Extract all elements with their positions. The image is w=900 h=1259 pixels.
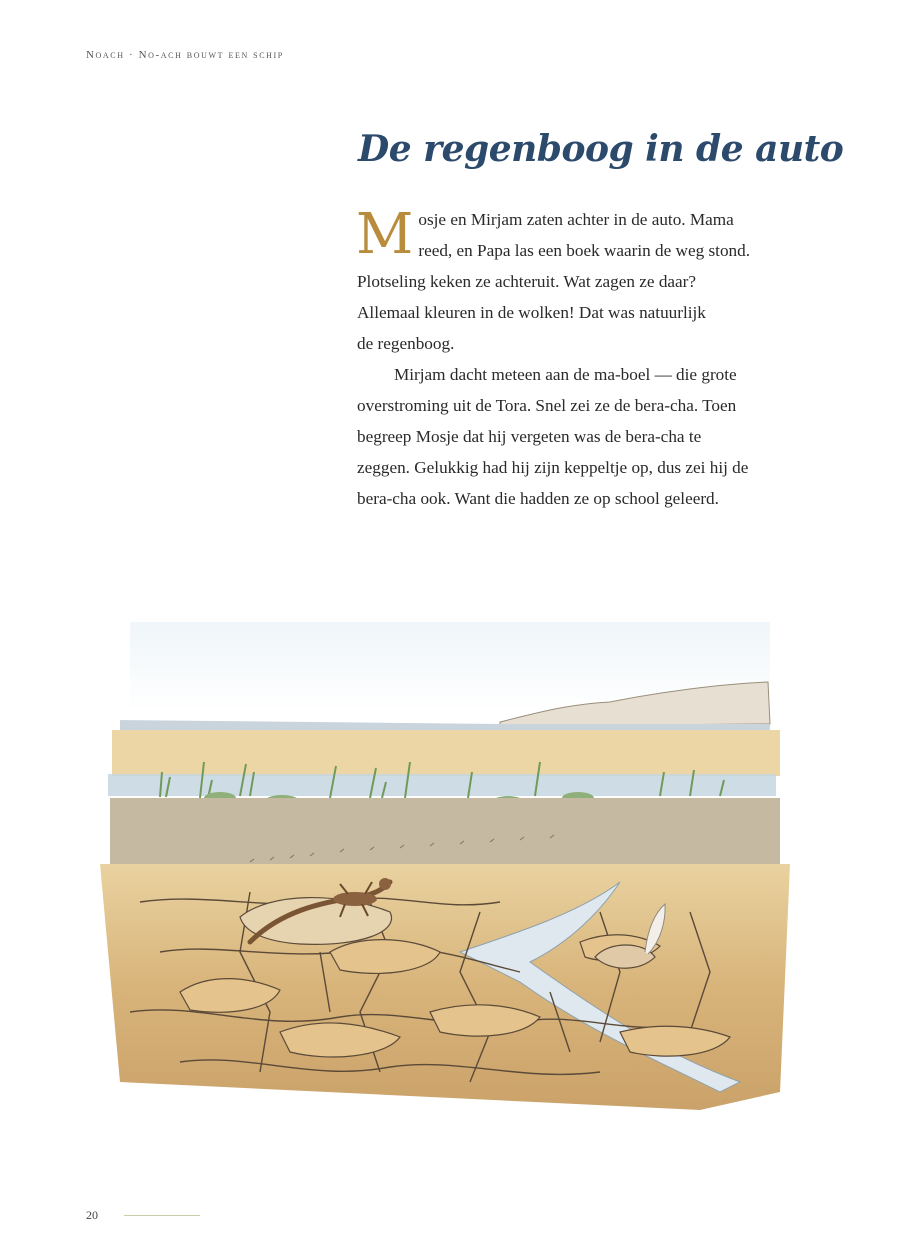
drop-cap: M <box>356 202 414 267</box>
text-line: begreep Mosje dat hij vergeten was de bera-cha te <box>357 427 702 446</box>
dry-land-illustration <box>100 612 790 1112</box>
chapter-title: De regenboog in de auto <box>358 128 844 170</box>
running-head: Noach · No-ach bouwt een schip <box>86 49 284 61</box>
text-line: overstroming uit de Tora. Snel zei ze de bera-cha. Toen <box>357 396 737 415</box>
paragraph-2 <box>357 359 797 514</box>
text-line: bera-cha ook. Want die hadden ze op school geleerd. <box>357 489 719 508</box>
text-line: Plotseling keken ze achteruit. Wat zagen ze daar? <box>357 272 697 291</box>
text-line: reed, en Papa las een boek waarin de weg stond. <box>418 241 751 260</box>
text-line: osje en Mirjam zaten achter in de auto. Mama <box>418 210 734 229</box>
story-text <box>357 204 797 514</box>
paragraph-1 <box>357 204 797 359</box>
page-number: 20 <box>86 1208 98 1222</box>
footer-rule <box>124 1215 200 1216</box>
text-line: Mirjam dacht meteen aan de ma-boel — die grote <box>394 365 737 384</box>
text-line: Allemaal kleuren in de wolken! Dat was natuurlijk <box>357 303 706 322</box>
text-line: de regenboog. <box>357 334 455 353</box>
text-line: zeggen. Gelukkig had hij zijn keppeltje op, dus zei hij de <box>357 458 749 477</box>
